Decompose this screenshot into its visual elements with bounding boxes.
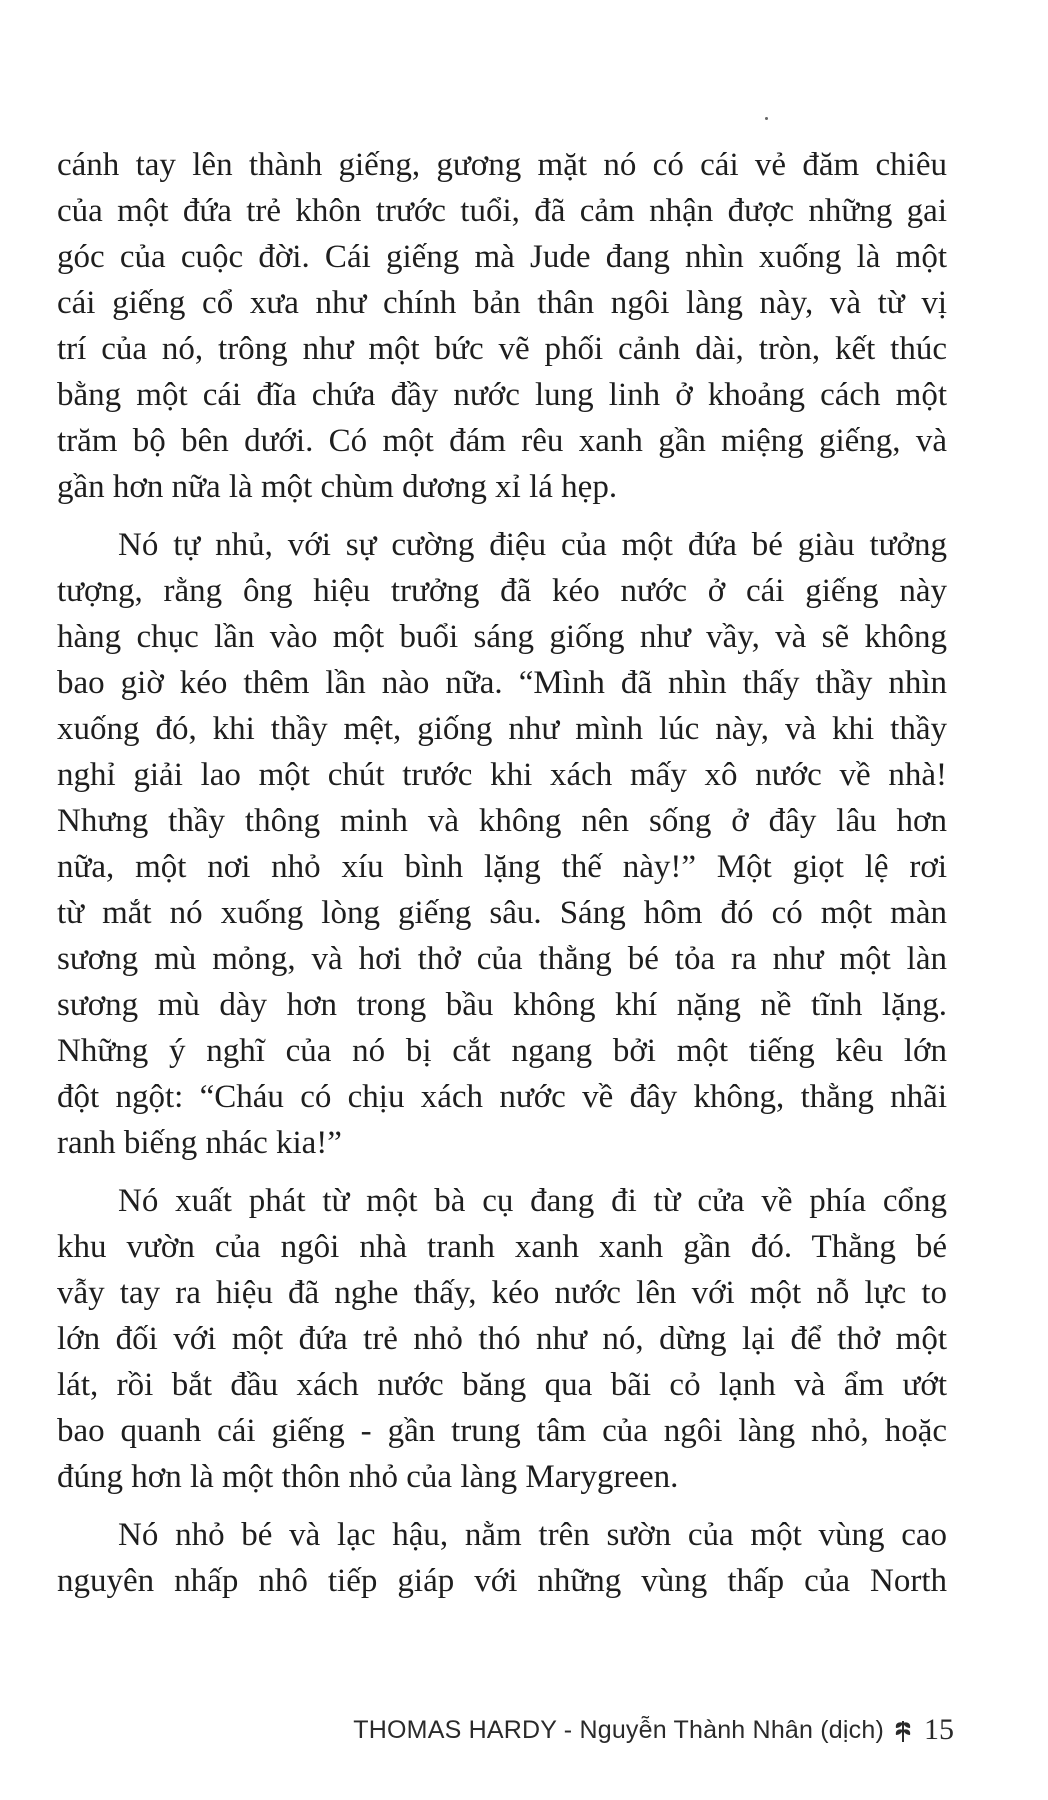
text-line: trí của nó, trông như một bức vẽ phối cảnh dài, tròn, kết thúc — [57, 331, 947, 367]
text-line: nguyên nhấp nhô tiếp giáp với những vùng thấp của North — [57, 1563, 947, 1599]
text-line: gần hơn nữa là một chùm dương xỉ lá hẹp. — [57, 469, 618, 505]
text-line: Những ý nghĩ của nó bị cắt ngang bởi một tiếng kêu lớn — [57, 1033, 947, 1069]
text-line: của một đứa trẻ khôn trước tuổi, đã cảm nhận được những gai — [57, 193, 947, 229]
text-line: cánh tay lên thành giếng, gương mặt nó có cái vẻ đăm chiêu — [57, 147, 947, 183]
leaf-ornament-icon — [892, 1717, 914, 1743]
text-line: bao giờ kéo thêm lần nào nữa. “Mình đã nhìn thấy thầy nhìn — [57, 665, 947, 701]
text-line: bằng một cái đĩa chứa đầy nước lung linh ở khoảng cách một — [57, 377, 947, 413]
text-line: nữa, một nơi nhỏ xíu bình lặng thế này!” Một giọt lệ rơi — [57, 849, 947, 885]
text-line: Nó xuất phát từ một bà cụ đang đi từ cửa về phía cổng — [118, 1183, 947, 1219]
text-line: vẫy tay ra hiệu đã nghe thấy, kéo nước lên với một nỗ lực to — [57, 1275, 947, 1311]
paragraph — [57, 1178, 947, 1500]
text-line: Nhưng thầy thông minh và không nên sống ở đây lâu hơn — [57, 803, 947, 839]
text-line: lát, rồi bắt đầu xách nước băng qua bãi cỏ lạnh và ẩm ướt — [57, 1367, 947, 1403]
text-line: tượng, rằng ông hiệu trưởng đã kéo nước ở cái giếng này — [57, 573, 947, 609]
body-text — [57, 142, 947, 1604]
page-number: 15 — [924, 1713, 954, 1746]
text-line: ranh biếng nhác kia!” — [57, 1125, 342, 1161]
paragraph — [57, 522, 947, 1166]
text-line: đúng hơn là một thôn nhỏ của làng Marygreen. — [57, 1459, 679, 1495]
text-line: cái giếng cổ xưa như chính bản thân ngôi làng này, và từ vị — [57, 285, 947, 321]
text-line: nghỉ giải lao một chút trước khi xách mấy xô nước về nhà! — [57, 757, 947, 793]
stray-mark — [765, 117, 768, 120]
text-line: xuống đó, khi thầy mệt, giống như mình lúc này, và khi thầy — [57, 711, 947, 747]
paragraph — [57, 1512, 947, 1604]
text-line: khu vườn của ngôi nhà tranh xanh xanh gần đó. Thằng bé — [57, 1229, 947, 1265]
text-line: lớn đối với một đứa trẻ nhỏ thó như nó, dừng lại để thở một — [57, 1321, 947, 1357]
footer-author: THOMAS HARDY - Nguyễn Thành Nhân (dịch) — [353, 1715, 884, 1744]
text-line: đột ngột: “Cháu có chịu xách nước về đây không, thằng nhãi — [57, 1079, 947, 1115]
text-line: sương mù mỏng, và hơi thở của thằng bé tỏa ra như một làn — [57, 941, 947, 977]
paragraph — [57, 142, 947, 510]
text-line: Nó tự nhủ, với sự cường điệu của một đứa bé giàu tưởng — [118, 527, 947, 563]
text-line: bao quanh cái giếng - gần trung tâm của ngôi làng nhỏ, hoặc — [57, 1413, 947, 1449]
text-line: từ mắt nó xuống lòng giếng sâu. Sáng hôm đó có một màn — [57, 895, 947, 931]
text-line: Nó nhỏ bé và lạc hậu, nằm trên sườn của một vùng cao — [118, 1517, 947, 1553]
text-line: góc của cuộc đời. Cái giếng mà Jude đang nhìn xuống là một — [57, 239, 947, 275]
text-line: sương mù dày hơn trong bầu không khí nặng nề tĩnh lặng. — [57, 987, 947, 1023]
text-line: hàng chục lần vào một buổi sáng giống như vầy, và sẽ không — [57, 619, 947, 655]
text-line: trăm bộ bên dưới. Có một đám rêu xanh gần miệng giếng, và — [57, 423, 947, 459]
page-footer — [353, 1712, 954, 1748]
